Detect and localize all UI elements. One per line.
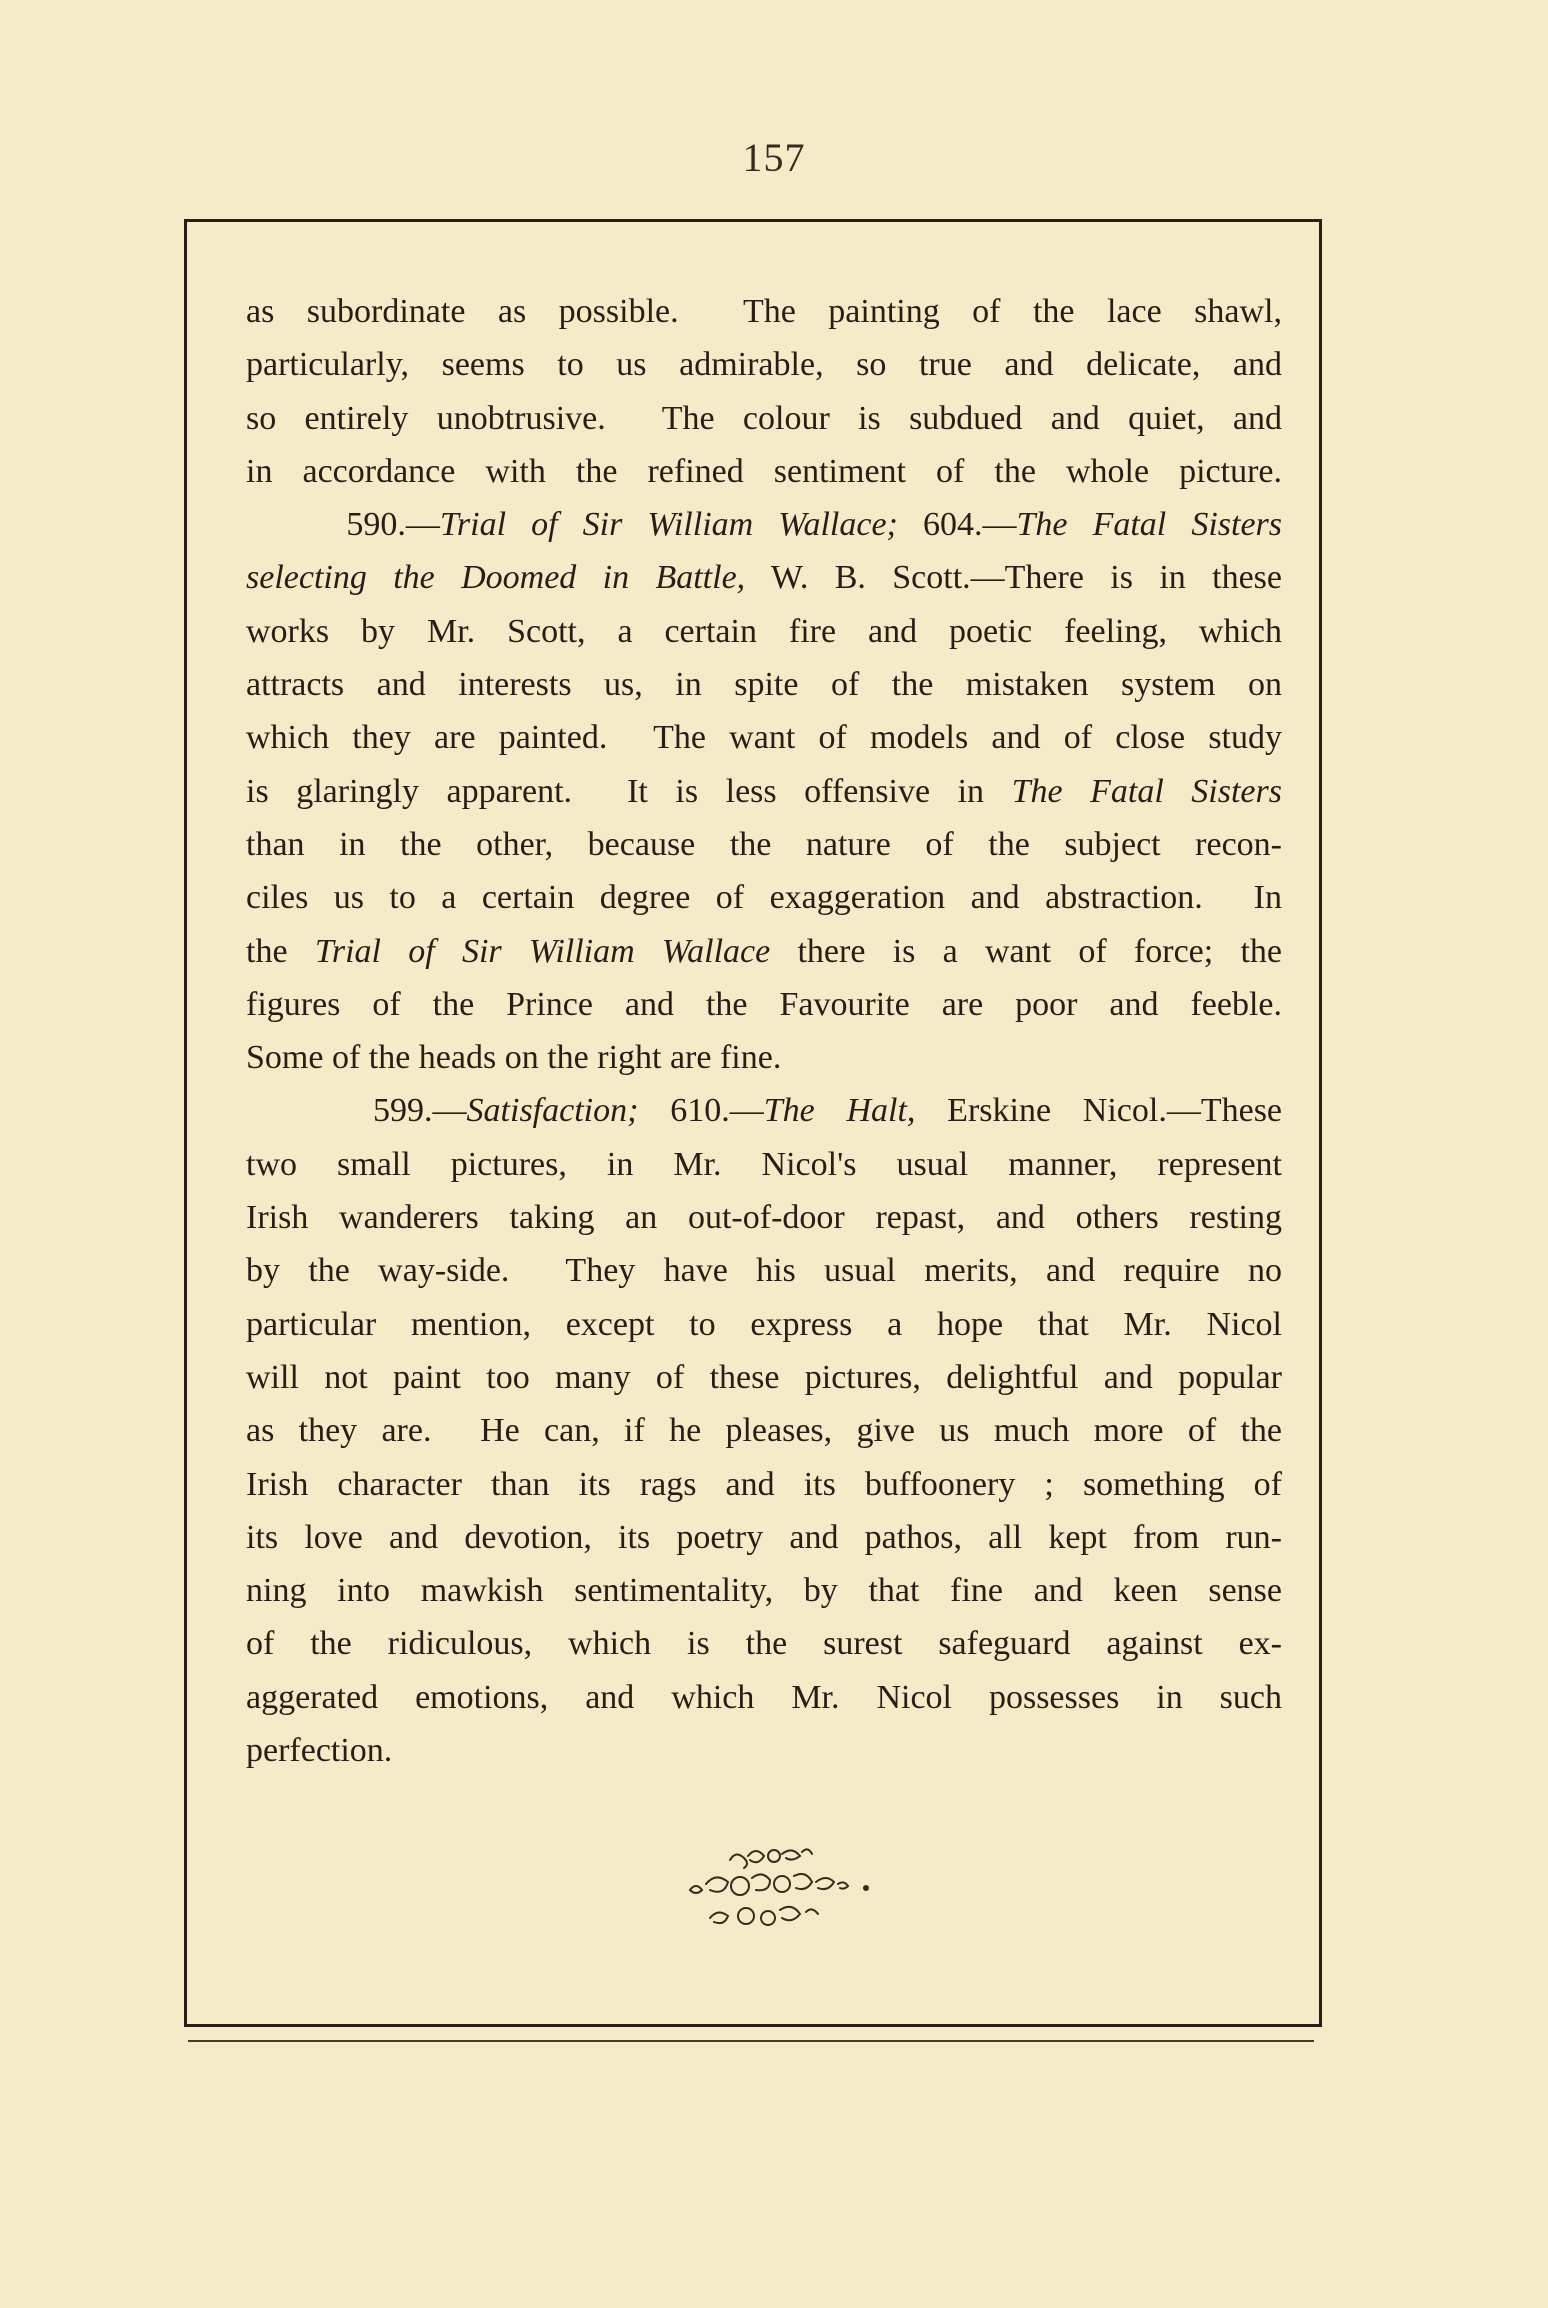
body-line — [246, 551, 1282, 604]
body-text-segment: Erskine Nicol.—These — [915, 1092, 1282, 1130]
body-line — [246, 1351, 1282, 1404]
body-text-segment: will not paint too many of these pictures, delightful and popular — [246, 1358, 1282, 1396]
body-line — [246, 1084, 1282, 1137]
body-line — [246, 978, 1282, 1031]
body-text-segment: than in the other, because the nature of the subject recon- — [246, 825, 1282, 863]
body-text-segment: by the way-side. They have his usual merits, and require no — [246, 1252, 1282, 1290]
body-text-segment: which they are painted. The want of models and of close study — [246, 719, 1282, 757]
italic-title-text: Trial of Sir William Wallace — [314, 932, 771, 970]
body-line — [246, 925, 1282, 978]
body-line — [246, 1458, 1282, 1511]
body-text-segment: 599.— — [246, 1092, 467, 1130]
body-text-segment: ning into mawkish sentimentality, by that fine and keen sense — [246, 1572, 1282, 1610]
body-line — [246, 658, 1282, 711]
body-line — [246, 498, 1282, 551]
body-line — [246, 1404, 1282, 1457]
body-line — [246, 1511, 1282, 1564]
body-text-segment: attracts and interests us, in spite of the mistaken system on — [246, 666, 1282, 704]
body-line — [246, 711, 1282, 764]
body-text-segment: works by Mr. Scott, a certain fire and poetic feeling, which — [246, 612, 1282, 650]
page-number: 157 — [742, 135, 806, 180]
body-line — [246, 1031, 1282, 1084]
body-line — [246, 1724, 1282, 1777]
body-line — [246, 1244, 1282, 1297]
italic-title-text: The Fatal Sisters — [1016, 506, 1282, 544]
frame-bottom-rule — [188, 2040, 1314, 2042]
body-line — [246, 445, 1282, 498]
italic-title-text: selecting the Doomed in Battle, — [246, 559, 746, 597]
body-text-segment: 590.— — [246, 506, 440, 544]
italic-title-text: Satisfaction; — [466, 1092, 639, 1130]
body-line — [246, 338, 1282, 391]
body-text-segment: in accordance with the refined sentiment of the whole picture. — [246, 452, 1282, 490]
floral-tailpiece-icon — [670, 1838, 880, 1938]
body-text-segment: as they are. He can, if he pleases, give us much more of the — [246, 1412, 1282, 1450]
body-text-segment: its love and devotion, its poetry and pathos, all kept from run- — [246, 1518, 1282, 1556]
italic-title-text: The Fatal Sisters — [1011, 772, 1282, 810]
body-line — [246, 605, 1282, 658]
body-line — [246, 1671, 1282, 1724]
body-text-segment: Some of the heads on the right are fine. — [246, 1039, 782, 1077]
body-text-segment: Irish character than its rags and its buffoonery ; something of — [246, 1465, 1282, 1503]
body-line — [246, 285, 1282, 338]
body-text-segment: particular mention, except to express a hope that Mr. Nicol — [246, 1305, 1282, 1343]
body-text-segment: figures of the Prince and the Favourite are poor and feeble. — [246, 985, 1282, 1023]
body-text-segment: as subordinate as possible. The painting of the lace shawl, — [246, 293, 1282, 330]
body-text — [246, 285, 1282, 1777]
body-line — [246, 1564, 1282, 1617]
body-text-segment: is glaringly apparent. It is less offensive in — [246, 772, 1012, 810]
body-line — [246, 1191, 1282, 1244]
body-text-segment: W. B. Scott.—There is in these — [745, 559, 1282, 597]
body-text-segment: there is a want of force; the — [770, 932, 1282, 970]
body-text-segment: aggerated emotions, and which Mr. Nicol possesses in such — [246, 1678, 1282, 1716]
body-text-segment: Irish wanderers taking an out-of-door repast, and others resting — [246, 1199, 1282, 1237]
body-line — [246, 392, 1282, 445]
italic-title-text: Trial of Sir William Wallace; — [439, 506, 898, 544]
italic-title-text: The Halt, — [763, 1092, 916, 1130]
body-text-segment: so entirely unobtrusive. The colour is subdued and quiet, and — [246, 399, 1282, 437]
body-text-segment: particularly, seems to us admirable, so true and delicate, and — [246, 346, 1282, 384]
body-line — [246, 871, 1282, 924]
body-text-segment: perfection. — [246, 1732, 393, 1770]
body-text-segment: 610.— — [638, 1092, 764, 1130]
body-line — [246, 765, 1282, 818]
body-text-segment: the — [246, 932, 315, 970]
body-line — [246, 818, 1282, 871]
body-line — [246, 1617, 1282, 1670]
body-line — [246, 1298, 1282, 1351]
body-text-segment: ciles us to a certain degree of exaggeration and abstraction. In — [246, 879, 1282, 917]
body-text-segment: two small pictures, in Mr. Nicol's usual manner, represent — [246, 1145, 1282, 1183]
body-text-segment: of the ridiculous, which is the surest safeguard against ex- — [246, 1625, 1282, 1663]
body-line — [246, 1138, 1282, 1191]
body-text-segment: 604.— — [897, 506, 1017, 544]
